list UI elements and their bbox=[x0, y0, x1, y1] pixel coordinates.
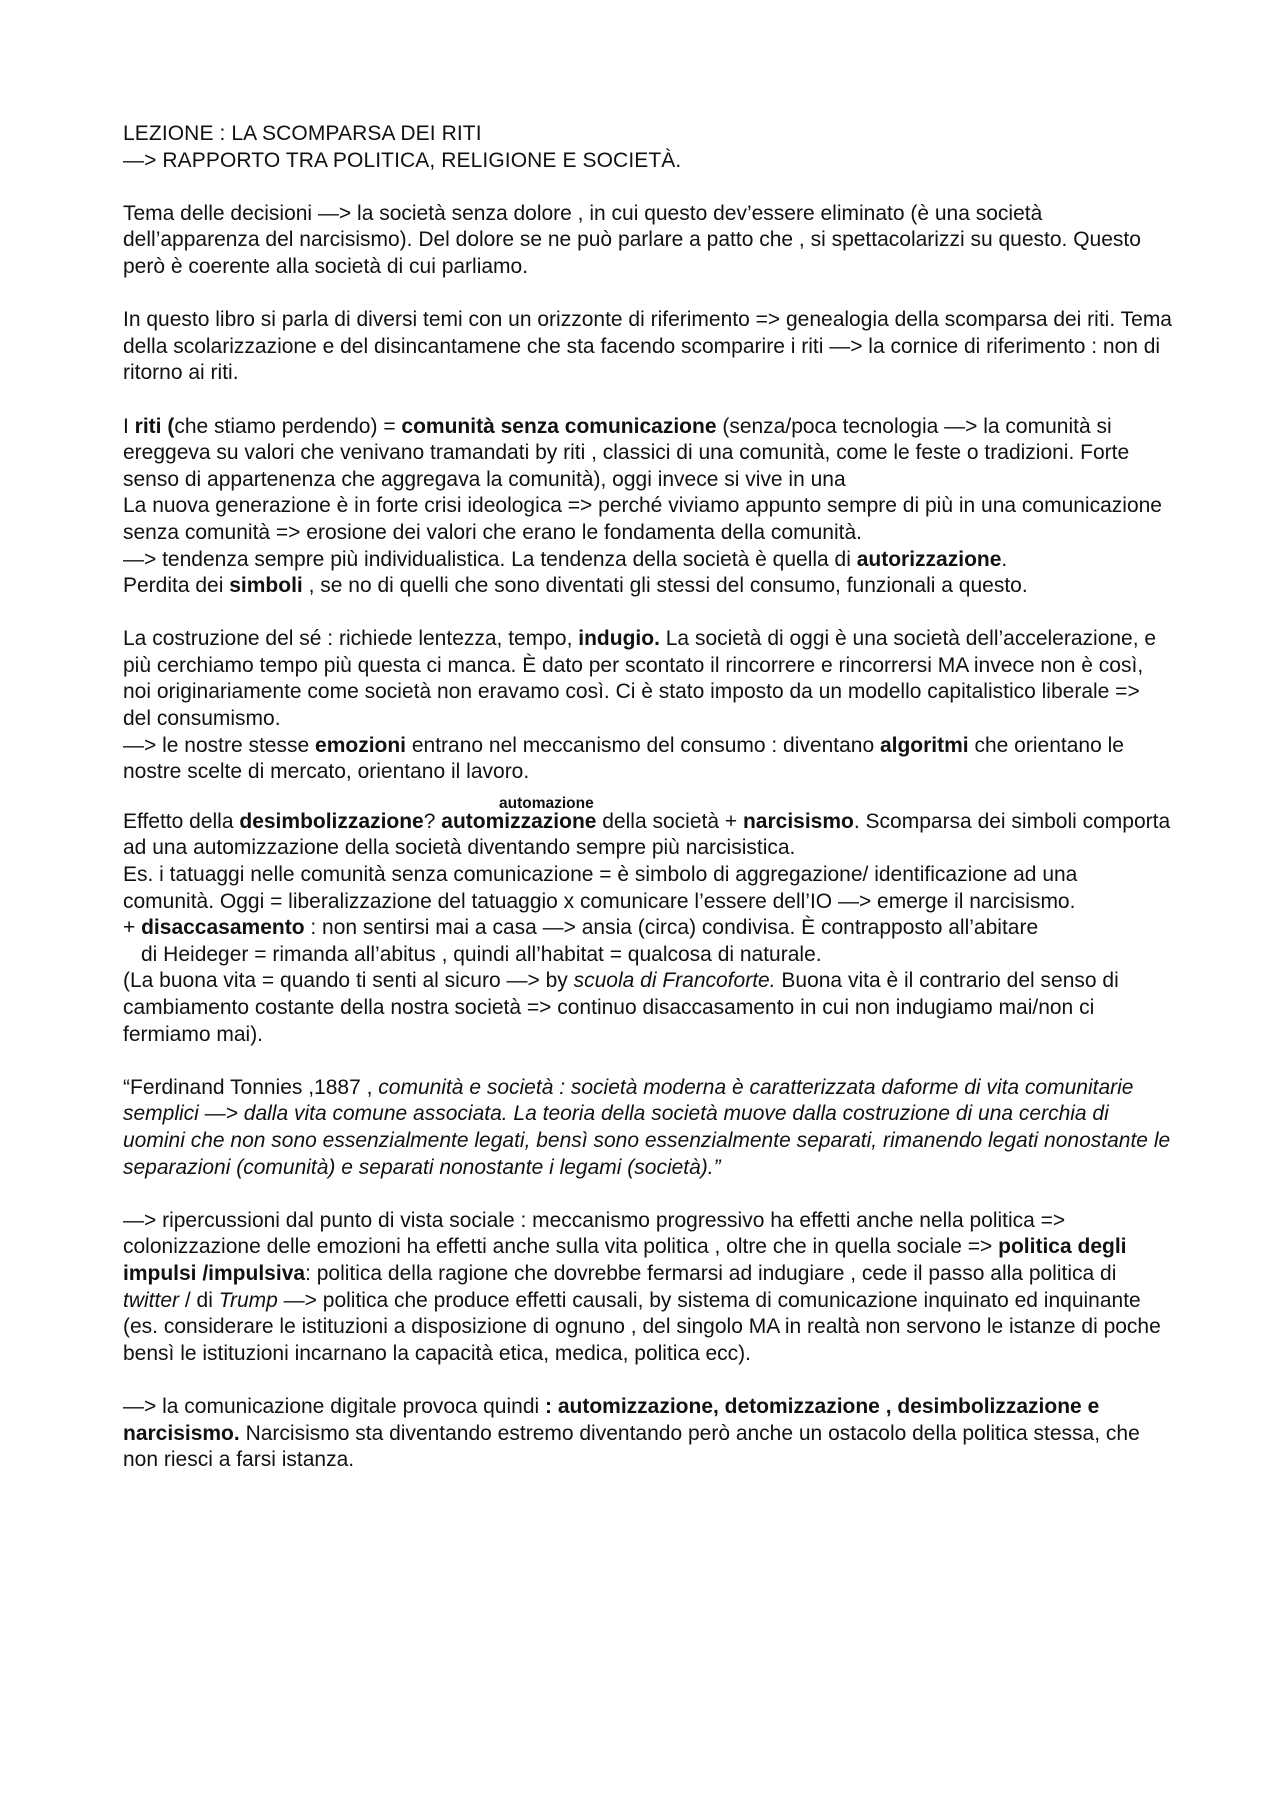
paragraph-emotions: —> le nostre stesse emozioni entrano nel meccanismo del consumo : diventano algoritmi che orientano le nostre scelte di mercato, orientano il lavoro. bbox=[123, 733, 1124, 784]
lesson-subtitle: —> RAPPORTO TRA POLITICA, RELIGIONE E SOCIETÀ. bbox=[123, 148, 682, 172]
paragraph-heidegger: di Heideger = rimanda all’abitus , quindi all’habitat = qualcosa di naturale. bbox=[141, 942, 822, 966]
paragraph-digital-communication: —> la comunicazione digitale provoca quindi : automizzazione, detomizzazione , desimbolizzazione e narcisismo. Narcisismo sta diventando estremo diventando però anche un ostacolo della politica stessa, che non riesci a farsi istanza. bbox=[123, 1394, 1140, 1472]
paragraph-tattoos: Es. i tatuaggi nelle comunità senza comunicazione = è simbolo di aggregazione/ identificazione ad una comunità. Oggi = liberalizzazione del tatuaggio x comunicare l’essere dell’IO —> emerge il narcisismo. bbox=[123, 863, 1078, 913]
paragraph-rites: I riti (che stiamo perdendo) = comunità senza comunicazione (senza/poca tecnologia —> la comunità si ereggeva su valori che venivano tramandati by riti , classici di una comunità, come le feste o tradizioni. Forte senso di appartenenza che aggregava la comunità), oggi invece si vive in una bbox=[123, 414, 1130, 491]
lesson-title: LEZIONE : LA SCOMPARSA DEI RITI bbox=[123, 122, 482, 145]
paragraph-book-themes: In questo libro si parla di diversi temi con un orizzonte di riferimento => genealogia della scomparsa dei riti. Tema della scolarizzazione e del disincantamene che sta facendo scomparire i riti —> la cornice di riferimento : non di ritorno ai riti. bbox=[123, 308, 1172, 385]
paragraph-desymbolization: Effetto della desimbolizzazione? automizzazione della società + narcisismo. Scomparsa dei simboli comporta ad una automizzazione della società diventando sempre più narcisistica. bbox=[123, 809, 1171, 860]
paragraph-decisions: Tema delle decisioni —> la società senza dolore , in cui questo dev’essere eliminato (è una società dell’apparenza del narcisismo). Del dolore se ne può parlare a patto che , si spettacolarizzi su questo. Questo però è coerente alla società di cui parliamo. bbox=[123, 201, 1141, 278]
paragraph-self-construction: La costruzione del sé : richiede lentezza, tempo, indugio. La società di oggi è una società dell’accelerazione, e più cerchiamo tempo più questa ci manca. È dato per scontato il rincorrere e rincorrersi MA invece non è così, noi originariamente come società non eravamo così. Ci è stato imposto da un modello capitalistico liberale => del consumismo. bbox=[123, 627, 1157, 731]
handwritten-annotation: automazione bbox=[499, 794, 594, 812]
paragraph-tonnies-quote: “Ferdinand Tonnies ,1887 , comunità e società : società moderna è caratterizzata daforme di vita comunitarie semplici —> dalla vita comune associata. La teoria della società muove dalla costruzione di una cerchia di uomini che non sono essenzialmente legati, bensì sono essenzialmente separati, rimanendo legati nonostante le separazioni (comunità) e separati nonostante i legami (società).” bbox=[123, 1075, 1171, 1179]
document-page bbox=[123, 121, 1173, 1474]
paragraph-disaccasamento: + disaccasamento : non sentirsi mai a casa —> ansia (circa) condivisa. È contrapposto all’abitare bbox=[123, 916, 1039, 940]
paragraph-individualism: —> tendenza sempre più individualistica. La tendenza della società è quella di autorizzazione. bbox=[123, 547, 1008, 571]
paragraph-symbols-loss: Perdita dei simboli , se no di quelli che sono diventati gli stessi del consumo, funzionali a questo. bbox=[123, 574, 1028, 598]
paragraph-social-repercussions: —> ripercussioni dal punto di vista sociale : meccanismo progressivo ha effetti anche nella politica => colonizzazione delle emozioni ha effetti anche sulla vita politica , oltre che in quella sociale => politica degli impulsi /impulsiva: politica della ragione che dovrebbe fermarsi ad indugiare , cede il passo alla politica di twitter / di Trump —> politica che produce effetti causali, by sistema di comunicazione inquinato ed inquinante (es. considerare le istituzioni a disposizione di ognuno , del singolo MA in realtà non servono le istanze di poche bensì le istituzioni incarnano la capacità etica, medica, politica ecc). bbox=[123, 1208, 1161, 1365]
paragraph-good-life: (La buona vita = quando ti senti al sicuro —> by scuola di Francoforte. Buona vita è il contrario del senso di cambiamento costante della nostra società => continuo disaccasamento in cui non indugiamo mai/non ci fermiamo mai). bbox=[123, 969, 1119, 1046]
paragraph-new-generation: La nuova generazione è in forte crisi ideologica => perché viviamo appunto sempre di più in una comunicazione senza comunità => erosione dei valori che erano le fondamenta della comunità. bbox=[123, 494, 1162, 544]
